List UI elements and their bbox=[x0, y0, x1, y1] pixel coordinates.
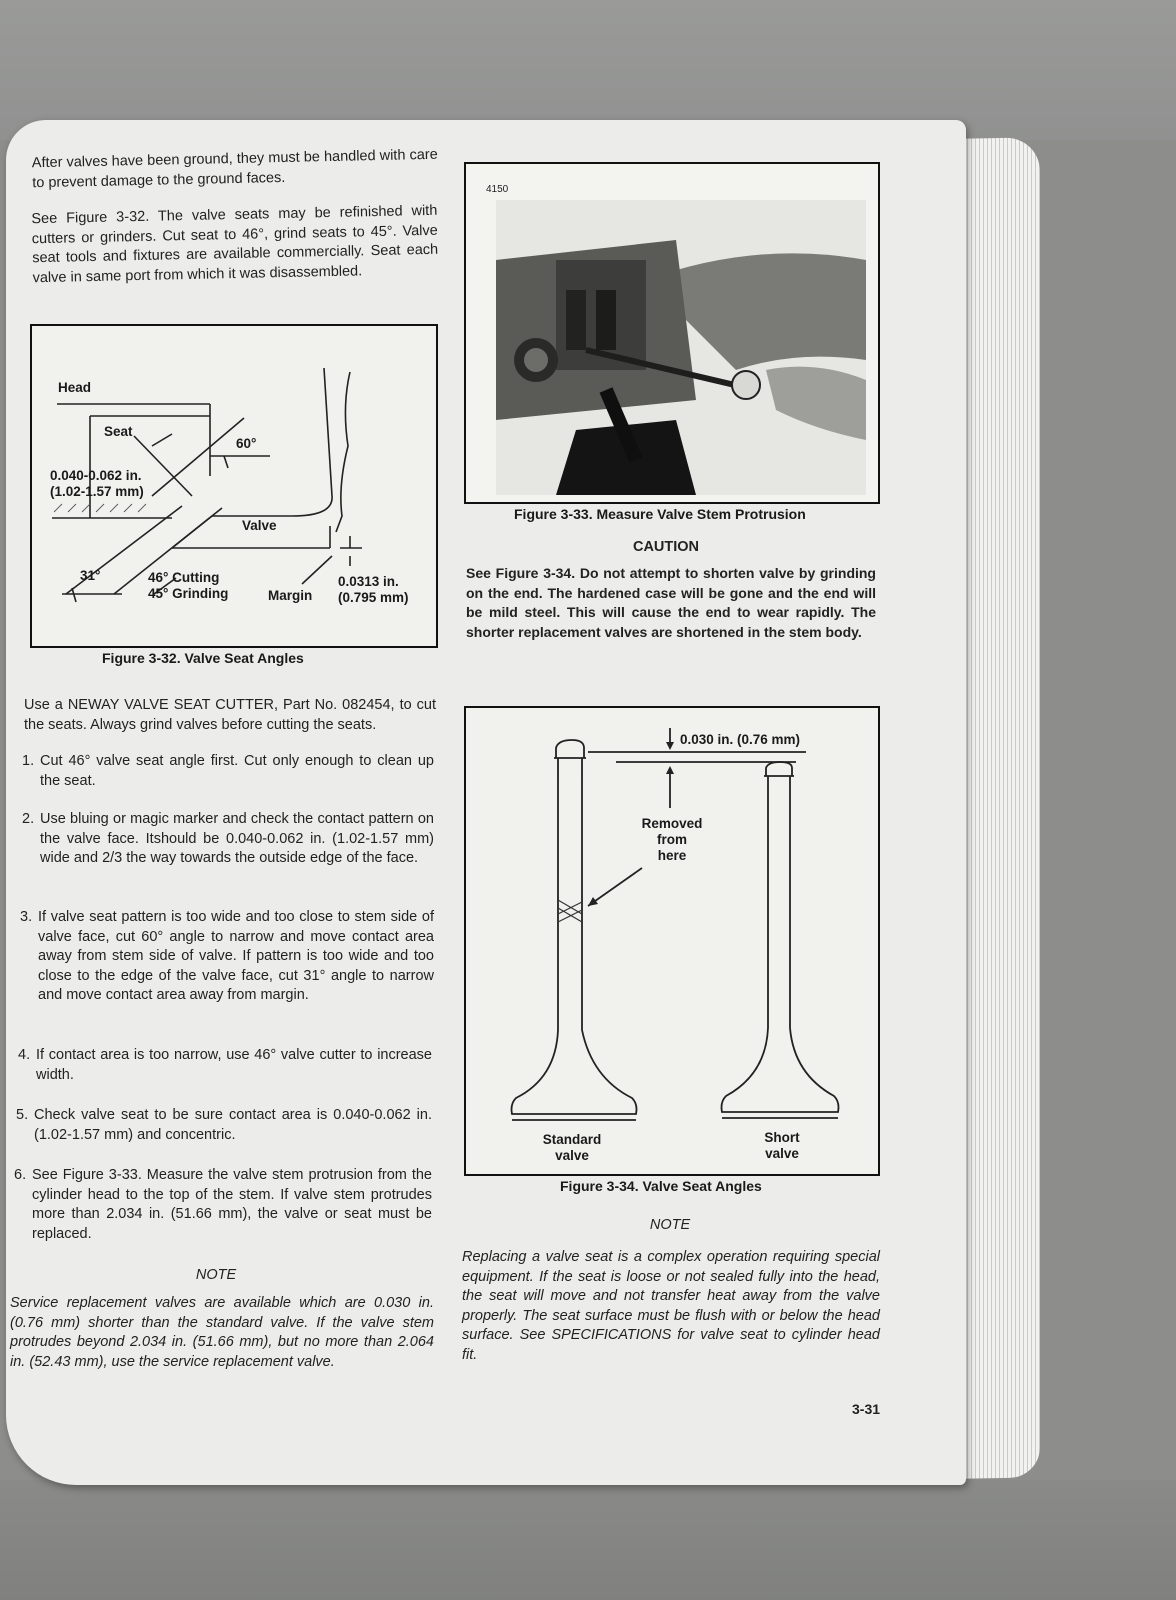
label-angle-31: 31° bbox=[80, 568, 101, 583]
step-6: 6. See Figure 3-33. Measure the valve stem protrusion from the cylinder head to the top of the stem. If valve stem protrudes more than 2.034 in. (51.66 mm), the valve or seat must be replaced. bbox=[14, 1167, 432, 1242]
page-number: 3-31 bbox=[852, 1401, 881, 1417]
note-text-right: Replacing a valve seat is a complex operation requiring special equipment. If the seat is loose or not sealed fully into the head, the seat will move and not transfer heat away from the valve properly. The seat surface must be flush with or below the head surface. See SPECIFICATIONS for valve seat to cylinder head fit. bbox=[462, 1249, 880, 1363]
caution-title: CAUTION bbox=[632, 539, 700, 555]
label-angle-60: 60° bbox=[236, 436, 257, 451]
label-head: Head bbox=[58, 380, 92, 395]
label-seat: Seat bbox=[104, 424, 133, 439]
intro-paragraph-1: After valves have been ground, they must be handled with care to prevent damage to the ground faces. bbox=[31, 146, 438, 191]
caution-text: See Figure 3-34. Do not attempt to shorten valve by grinding on the end. The hardened case will be gone and the end will be mild steel. This will cause the end to wear rapidly. The shorter replacement valves are shortened in the stem body. bbox=[466, 565, 876, 640]
intro-paragraph-2: See Figure 3-32. The valve seats may be refinished with cutters or grinders. Cut seat to 46°, grind seats to 45°. Valve seat tools and fixtures are available commercially. Seat each valve in same port from which it was disassembled. bbox=[31, 202, 439, 286]
cylinder-head-photo-illustration bbox=[496, 200, 866, 495]
cutter-paragraph: Use a NEWAY VALVE SEAT CUTTER, Part No. 082454, to cut the seats. Always grind valves before cutting the seats. bbox=[24, 697, 436, 733]
background-top bbox=[0, 0, 1176, 140]
step-4: 4. If contact area is too narrow, use 46° valve cutter to increase width. bbox=[18, 1047, 432, 1083]
label-dimension: 0.030 in. (0.76 mm) bbox=[680, 732, 801, 747]
label-standard-valve: Standard valve bbox=[542, 1132, 602, 1163]
step-1: 1. Cut 46° valve seat angle first. Cut only enough to clean up the seat. bbox=[22, 753, 434, 789]
label-width-mm: (1.02-1.57 mm) bbox=[50, 484, 144, 499]
label-grinding: 45° Grinding bbox=[148, 586, 229, 601]
note-title-right: NOTE bbox=[649, 1217, 691, 1233]
label-cutting: 46° Cutting bbox=[148, 570, 220, 585]
manual-page bbox=[6, 120, 966, 1485]
figure-3-33-caption: Figure 3-33. Measure Valve Stem Protrusion bbox=[514, 506, 806, 522]
step-3: 3. If valve seat pattern is too wide and too close to stem side of valve face, cut 60° angle to narrow and move contact area away from stem side of valve. If pattern is too wide and too close to the edge of the valve face, cut 31° angle to narrow and move contact area away from margin. bbox=[20, 909, 434, 1003]
figure-3-34-diagram bbox=[464, 706, 880, 1176]
step-5: 5. Check valve seat to be sure contact area is 0.040-0.062 in.(1.02-1.57 mm) and concentric. bbox=[16, 1107, 432, 1143]
step-2: 2. Use bluing or magic marker and check the contact pattern on the valve face. Itshould be 0.040-0.062 in. (1.02-1.57 mm) wide and 2/3 the way towards the outside edge of the face. bbox=[22, 811, 434, 866]
page-stack-edge bbox=[960, 137, 1040, 1478]
figure-3-34-caption: Figure 3-34. Valve Seat Angles bbox=[560, 1178, 762, 1194]
figure-3-33-photo bbox=[496, 200, 866, 495]
label-margin-mm: (0.795 mm) bbox=[338, 590, 409, 605]
background-bottom bbox=[0, 1480, 1176, 1600]
label-short-valve: Short valve bbox=[764, 1130, 800, 1161]
figure-3-32-caption: Figure 3-32. Valve Seat Angles bbox=[102, 650, 304, 666]
photo-id: 4150 bbox=[486, 184, 509, 195]
figure-3-32-diagram bbox=[30, 324, 438, 648]
label-valve: Valve bbox=[242, 518, 277, 533]
valve-comparison-drawing bbox=[466, 708, 878, 1174]
label-width-in: 0.040-0.062 in. bbox=[50, 468, 142, 483]
label-margin-in: 0.0313 in. bbox=[338, 574, 399, 589]
label-margin: Margin bbox=[268, 588, 313, 603]
note-text-left: Service replacement valves are available which are 0.030 in. (0.76 mm) shorter than the standard valve. If the valve stem protrudes beyond 2.034 in. (51.66 mm), but no more than 2.064 in. (52.43 mm), use the service replacement valve. bbox=[10, 1295, 434, 1370]
note-title-left: NOTE bbox=[195, 1267, 237, 1283]
label-removed: Removed from here bbox=[641, 816, 703, 863]
